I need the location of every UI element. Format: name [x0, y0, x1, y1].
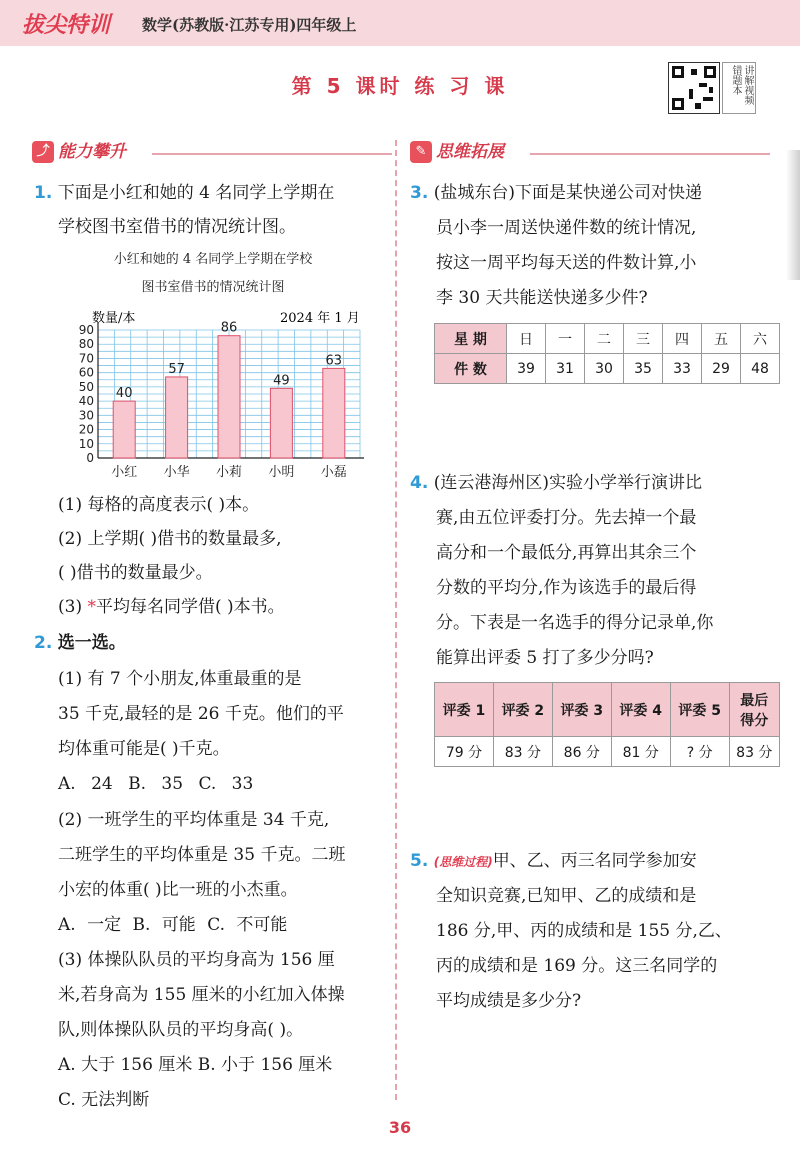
- q4-line: 赛,由五位评委打分。先去掉一个最: [436, 508, 697, 528]
- y-tick-label: 80: [78, 337, 94, 352]
- q3-text: (盐城东台)下面是某快递公司对快递: [433, 183, 702, 203]
- header-bar: [0, 0, 800, 46]
- table-cell: 83 分: [493, 737, 552, 767]
- q2-line: 均体重可能是( )千克。: [58, 739, 230, 759]
- table-cell: 48: [741, 354, 780, 384]
- bar: [270, 388, 292, 458]
- pen-icon: ✎: [410, 141, 432, 163]
- q1-line-1: [34, 176, 334, 210]
- q1-sub1: (1) 每格的高度表示( )本。: [58, 495, 260, 515]
- q2-line: 米,若身高为 155 厘米的小红加入体操: [58, 985, 345, 1005]
- brand-logo: 拔尖特训: [22, 13, 111, 38]
- q3-line: 员小李一周送快递件数的统计情况,: [436, 218, 697, 238]
- q2-line: 队,则体操队队员的平均身高( )。: [58, 1020, 304, 1040]
- y-tick-label: 40: [78, 394, 94, 409]
- q2-line: (1) 有 7 个小朋友,体重最重的是: [58, 669, 302, 689]
- y-tick-label: 10: [78, 436, 94, 451]
- data-label: 86: [220, 320, 238, 336]
- table-cell: 五: [702, 324, 741, 354]
- q1-text: 下面是小红和她的 4 名同学上学期在: [57, 183, 335, 203]
- section-title: 思维拓展: [436, 142, 504, 162]
- y-tick-label: 70: [78, 351, 94, 366]
- table-cell: 六: [741, 324, 780, 354]
- q5-line: 丙的成绩和是 169 分。这三名同学的: [436, 956, 718, 976]
- table-header: 评委 5: [670, 683, 729, 737]
- q3-line-1: [410, 176, 702, 210]
- q1-sub3: [58, 590, 285, 624]
- q2-title: [34, 626, 126, 660]
- table-header-final: [729, 683, 779, 737]
- header-line: 最后: [740, 692, 769, 709]
- question-number: 5.: [410, 851, 429, 871]
- y-tick-label: 30: [78, 408, 94, 423]
- table-cell: ? 分: [670, 737, 729, 767]
- x-tick-label: 小磊: [320, 465, 347, 480]
- section-header-left: [32, 137, 382, 167]
- q5-text: 甲、乙、丙三名同学参加安: [492, 851, 697, 871]
- q2-title-text: 选一选。: [57, 633, 126, 653]
- y-tick-label: 20: [78, 422, 94, 437]
- y-tick-label: 60: [78, 365, 94, 380]
- table-cell: 39: [507, 354, 546, 384]
- table-cell: 86 分: [552, 737, 611, 767]
- q1-sub3-prefix: (3): [58, 597, 83, 617]
- table-header: 评委 1: [435, 683, 494, 737]
- q1-line-2: 学校图书室借书的情况统计图。: [58, 217, 296, 237]
- q2-line: (2) 一班学生的平均体重是 34 千克,: [58, 810, 330, 830]
- table-header: 件 数: [435, 354, 507, 384]
- bar-chart: [60, 308, 370, 484]
- column-divider: [395, 140, 397, 1100]
- table-header: 评委 4: [611, 683, 670, 737]
- table-cell: 83 分: [729, 737, 779, 767]
- q5-line: 全知识竞赛,已知甲、乙的成绩和是: [436, 886, 697, 906]
- page-number: 36: [388, 1118, 412, 1137]
- bar: [323, 368, 345, 458]
- table-cell: 日: [507, 324, 546, 354]
- table-cell: 81 分: [611, 737, 670, 767]
- plot-area: [79, 321, 364, 480]
- table-cell: 30: [585, 354, 624, 384]
- table-row: [435, 354, 780, 384]
- q4-line: 能算出评委 5 打了多少分吗?: [436, 648, 654, 668]
- header-line: 得分: [740, 712, 769, 729]
- x-tick-label: 小红: [111, 465, 138, 480]
- x-tick-label: 小莉: [215, 465, 243, 480]
- table-cell: 35: [624, 354, 663, 384]
- table-header: 星 期: [435, 324, 507, 354]
- question-number: 3.: [410, 183, 429, 203]
- table-row: [435, 683, 780, 737]
- table-cell: 二: [585, 324, 624, 354]
- x-tick-label: 小华: [163, 465, 190, 480]
- climb-icon: ⤴: [32, 141, 54, 163]
- page-edge: [786, 150, 800, 280]
- y-tick-label: 90: [78, 323, 94, 337]
- q1-sub2a: (2) 上学期( )借书的数量最多,: [58, 529, 282, 549]
- section-header-right: [410, 137, 780, 167]
- table-header: 评委 3: [552, 683, 611, 737]
- bar: [218, 336, 240, 458]
- question-number: 4.: [410, 473, 429, 493]
- book-subject: 数学(苏教版·江苏专用)四年级上: [142, 16, 357, 34]
- table-header: 评委 2: [493, 683, 552, 737]
- qr-code-icon[interactable]: [668, 62, 720, 114]
- y-tick-label: 50: [78, 379, 94, 394]
- q4-line: 分数的平均分,作为该选手的最后得: [436, 578, 697, 598]
- q2-options: A. 大于 156 厘米 B. 小于 156 厘米: [58, 1055, 333, 1075]
- q2-line: 二班学生的平均体重是 35 千克。二班: [58, 845, 346, 865]
- table-cell: 三: [624, 324, 663, 354]
- section-underline: [152, 153, 392, 155]
- bar: [166, 377, 188, 458]
- data-label: 57: [168, 361, 185, 377]
- q1-sub3-text: 平均每名同学借( )本书。: [96, 597, 285, 617]
- chart-date: 2024 年 1 月: [280, 311, 360, 326]
- table-cell: 79 分: [435, 737, 494, 767]
- table-cell: 29: [702, 354, 741, 384]
- question-number: 2.: [34, 633, 53, 653]
- q2-line: (3) 体操队队员的平均身高为 156 厘: [58, 950, 335, 970]
- q4-line: 高分和一个最低分,再算出其余三个: [436, 543, 697, 563]
- table-row: [435, 737, 780, 767]
- q3-line: 按这一周平均每天送的件数计算,小: [436, 253, 697, 273]
- score-table: [434, 682, 780, 767]
- x-tick-label: 小明: [268, 465, 295, 480]
- table-cell: 四: [663, 324, 702, 354]
- star-icon: *: [87, 597, 96, 617]
- y-tick-label: 0: [86, 451, 94, 465]
- section-underline: [530, 153, 770, 155]
- q2-line: 小宏的体重( )比一班的小杰重。: [58, 880, 298, 900]
- q5-line: 186 分,甲、丙的成绩和是 155 分,乙、: [436, 921, 732, 941]
- q2-options: A. 24 B. 35 C. 33: [58, 774, 254, 794]
- q2-options: A. 一定 B. 可能 C. 不可能: [58, 915, 288, 935]
- q5-line: 平均成绩是多少分?: [436, 991, 582, 1011]
- bar: [113, 401, 135, 458]
- table-row: [435, 324, 780, 354]
- q1-sub2b: ( )借书的数量最少。: [58, 563, 213, 583]
- q2-options: C. 无法判断: [58, 1090, 150, 1110]
- q5-line-1: [410, 844, 697, 879]
- y-axis-label: 数量/本: [92, 311, 136, 326]
- table-cell: 33: [663, 354, 702, 384]
- q3-line: 李 30 天共能送快递多少件?: [436, 288, 648, 308]
- question-number: 1.: [34, 183, 53, 203]
- data-label: 49: [273, 373, 290, 389]
- data-label: 40: [115, 386, 133, 402]
- chart-title-1: 小红和她的 4 名同学上学期在学校: [113, 252, 313, 267]
- q2-line: 35 千克,最轻的是 26 千克。他们的平: [58, 704, 344, 724]
- data-label: 63: [325, 353, 343, 369]
- section-title: 能力攀升: [58, 142, 126, 162]
- q4-text: (连云港海州区)实验小学举行演讲比: [433, 473, 702, 493]
- lesson-title: 第 5 课时 练 习 课: [291, 74, 509, 98]
- table-cell: 一: [546, 324, 585, 354]
- q4-line: 分。下表是一名选手的得分记录单,你: [436, 613, 714, 633]
- delivery-table: [434, 323, 780, 384]
- chart-title-2: 图书室借书的情况统计图: [141, 280, 285, 295]
- qr-label: 讲解视频 错题本: [722, 62, 756, 114]
- table-cell: 31: [546, 354, 585, 384]
- q4-line-1: [410, 466, 702, 500]
- q5-tag: (思维过程): [433, 855, 493, 869]
